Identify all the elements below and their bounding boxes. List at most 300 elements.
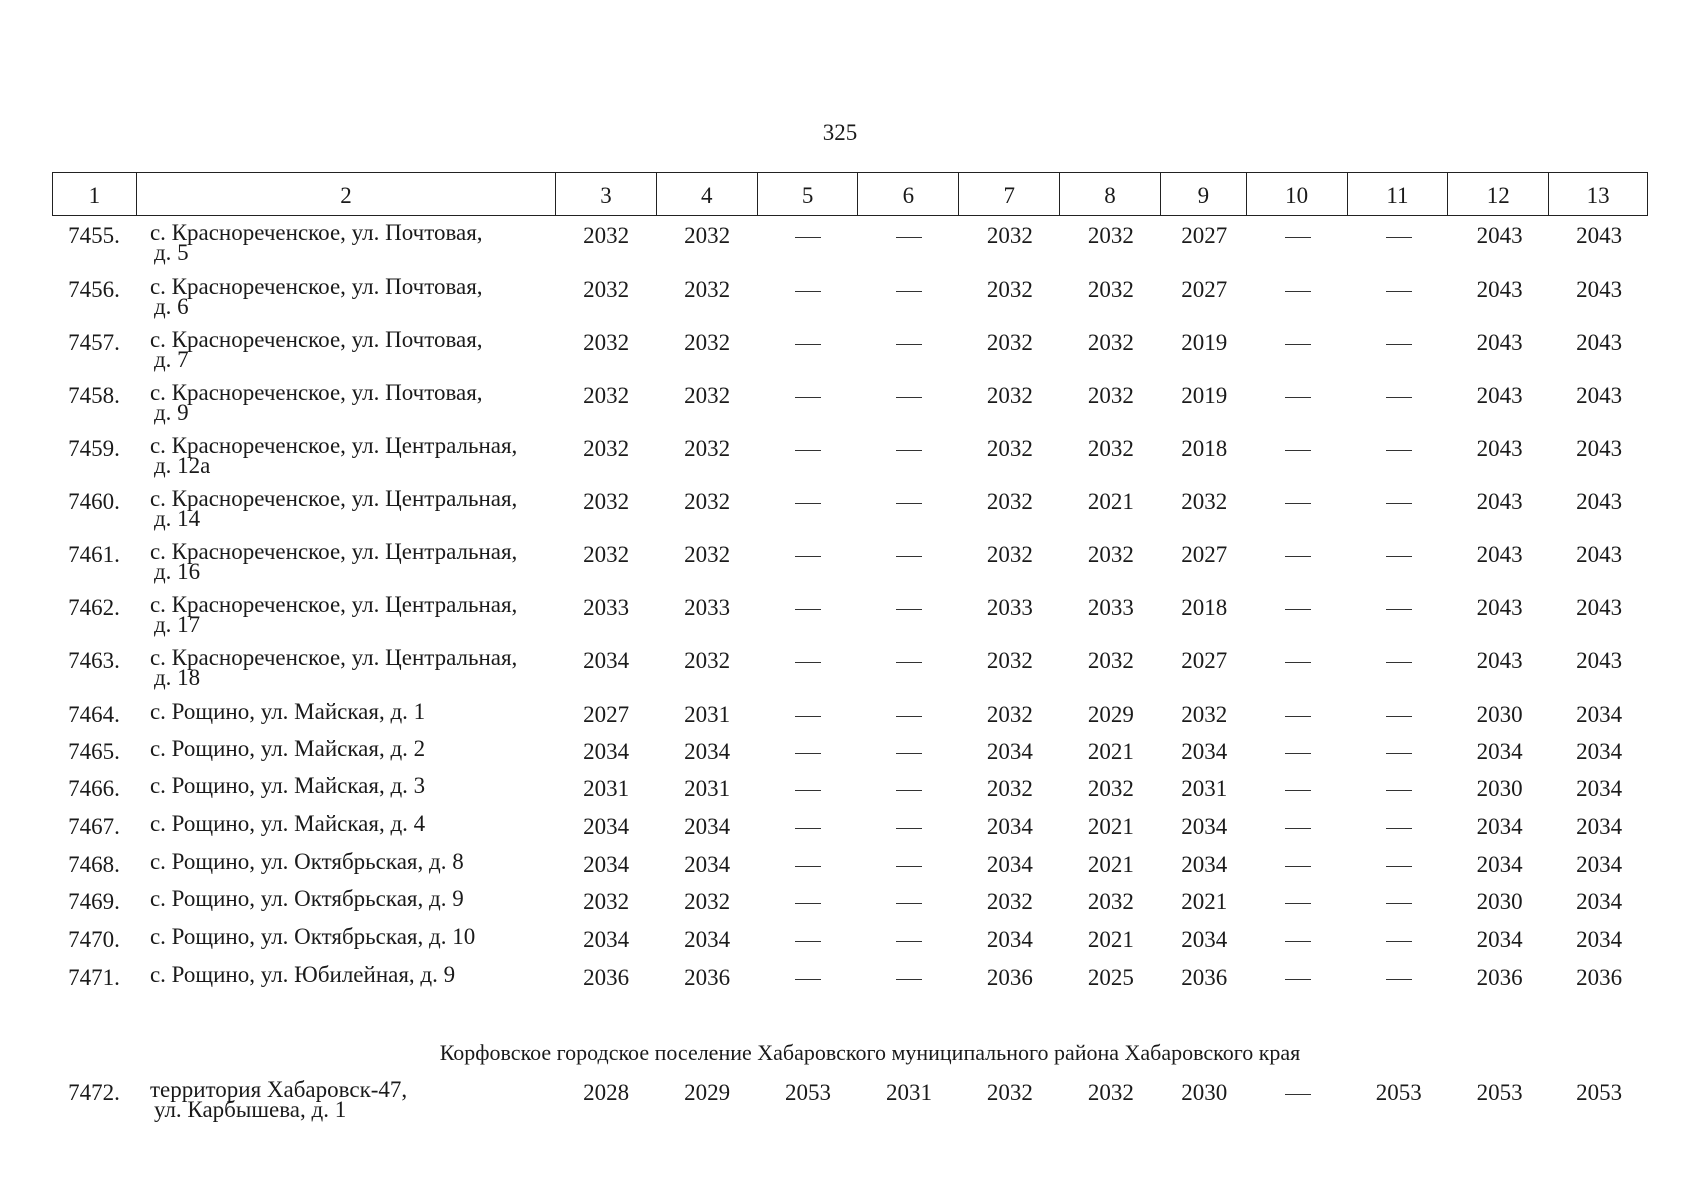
row-number: 7461.	[68, 542, 120, 567]
value-cell: 2032	[986, 542, 1033, 567]
address-line-1: с. Краснореченское, ул. Центральная,	[149, 486, 518, 511]
value-cell: 2025	[1087, 965, 1134, 990]
value-cell	[1247, 489, 1348, 529]
value-cell	[1247, 739, 1348, 765]
address-line-1: с. Рощино, ул. Майская, д. 1	[149, 699, 426, 724]
value-cell	[758, 927, 859, 953]
dash-mark	[896, 609, 922, 610]
dash-mark	[795, 903, 821, 904]
value-cell: 2032	[583, 436, 630, 461]
value-cell: 2043	[1576, 489, 1623, 514]
header-cell: 10	[1247, 173, 1348, 215]
table-row	[52, 539, 1648, 584]
dash-mark	[1285, 291, 1311, 292]
value-cell: 2031	[885, 1080, 932, 1105]
dash-mark	[1285, 503, 1311, 504]
dash-mark	[795, 866, 821, 867]
header-cell: 3	[556, 173, 657, 215]
header-cell: 6	[858, 173, 959, 215]
value-cell: 2032	[684, 277, 731, 302]
value-cell: 2032	[684, 223, 731, 248]
address-line-2: д. 5	[153, 240, 189, 265]
address-line-1: с. Рощино, ул. Юбилейная, д. 9	[149, 962, 456, 987]
dash-mark	[896, 397, 922, 398]
value-cell	[859, 852, 960, 878]
header-cell: 2	[137, 173, 556, 215]
value-cell	[1348, 595, 1449, 635]
value-cell: 2034	[1576, 776, 1623, 801]
value-cell: 2032	[1087, 436, 1134, 461]
value-cell	[859, 595, 960, 635]
value-cell	[758, 814, 859, 840]
dash-mark	[795, 503, 821, 504]
value-cell: 2034	[1181, 739, 1228, 764]
dash-mark	[896, 828, 922, 829]
value-cell: 2030	[1476, 702, 1523, 727]
header-cell: 13	[1586, 183, 1610, 208]
value-cell	[1247, 277, 1348, 317]
value-cell	[859, 702, 960, 728]
value-cell: 2043	[1576, 648, 1623, 673]
row-number: 7458.	[68, 383, 120, 408]
value-cell	[1348, 277, 1449, 317]
value-cell: 2032	[1181, 489, 1228, 514]
address-line-2: д. 6	[153, 294, 189, 319]
value-cell: 2032	[986, 489, 1033, 514]
value-cell: 2018	[1181, 595, 1228, 620]
dash-mark	[1386, 609, 1412, 610]
row-number: 7456.	[68, 277, 120, 302]
header-cell: 12	[1448, 173, 1549, 215]
value-cell	[859, 223, 960, 263]
row-number: 7457.	[68, 330, 120, 355]
address-line-1: с. Краснореченское, ул. Почтовая,	[149, 220, 483, 245]
dash-mark	[1386, 903, 1412, 904]
address-line-2: д. 16	[153, 559, 201, 584]
address-cell	[136, 380, 556, 425]
value-cell: 2053	[1576, 1080, 1623, 1105]
value-cell: 2021	[1087, 927, 1134, 952]
table-row	[52, 645, 1648, 690]
value-cell	[1348, 776, 1449, 802]
value-cell: 2033	[1087, 595, 1134, 620]
value-cell: 2034	[583, 927, 630, 952]
value-cell	[1348, 648, 1449, 688]
value-cell: 2053	[785, 1080, 832, 1105]
value-cell	[758, 648, 859, 688]
value-cell: 2032	[583, 489, 630, 514]
address-cell	[136, 773, 556, 802]
value-cell	[1348, 702, 1449, 728]
value-cell	[1348, 889, 1449, 915]
address-cell	[136, 539, 556, 584]
value-cell	[1247, 436, 1348, 476]
dash-mark	[1285, 941, 1311, 942]
value-cell: 2032	[1087, 648, 1134, 673]
value-cell: 2034	[986, 927, 1033, 952]
dash-mark	[795, 753, 821, 754]
value-cell: 2043	[1576, 542, 1623, 567]
value-cell: 2034	[583, 852, 630, 877]
value-cell: 2032	[583, 277, 630, 302]
table-row	[52, 924, 1648, 953]
address-cell	[136, 274, 556, 319]
table-row	[52, 886, 1648, 915]
dash-mark	[1386, 716, 1412, 717]
address-line-2: д. 12а	[153, 453, 211, 478]
value-cell: 2031	[1181, 776, 1228, 801]
value-cell	[758, 223, 859, 263]
value-cell: 2032	[583, 223, 630, 248]
value-cell: 2030	[1181, 1080, 1228, 1105]
value-cell	[859, 277, 960, 317]
value-cell	[1247, 965, 1348, 991]
value-cell: 2032	[1087, 223, 1134, 248]
header-cell: 9	[1161, 173, 1247, 215]
row-number: 7472.	[68, 1080, 120, 1105]
value-cell: 2032	[986, 277, 1033, 302]
address-line-1: с. Рощино, ул. Майская, д. 3	[149, 773, 426, 798]
value-cell	[758, 702, 859, 728]
value-cell	[1247, 542, 1348, 582]
dash-mark	[795, 556, 821, 557]
table-row	[52, 736, 1648, 765]
dash-mark	[1386, 397, 1412, 398]
value-cell	[758, 595, 859, 635]
dash-mark	[1285, 828, 1311, 829]
value-cell: 2027	[1181, 542, 1228, 567]
address-line-2: д. 18	[153, 665, 201, 690]
dash-mark	[1386, 291, 1412, 292]
value-cell: 2031	[583, 776, 630, 801]
value-cell	[1348, 383, 1449, 423]
value-cell: 2032	[684, 648, 731, 673]
value-cell: 2033	[583, 595, 630, 620]
value-cell: 2034	[684, 814, 731, 839]
address-cell	[136, 962, 556, 991]
value-cell	[758, 436, 859, 476]
value-cell: 2034	[1576, 814, 1623, 839]
value-cell	[1247, 776, 1348, 802]
dash-mark	[795, 716, 821, 717]
dash-mark	[795, 609, 821, 610]
table-row	[52, 327, 1648, 372]
dash-mark	[1285, 662, 1311, 663]
address-line-1: с. Краснореченское, ул. Центральная,	[149, 433, 518, 458]
value-cell	[1348, 814, 1449, 840]
table-row	[52, 699, 1648, 728]
address-line-1: с. Краснореченское, ул. Центральная,	[149, 592, 518, 617]
value-cell	[859, 889, 960, 915]
value-cell	[1247, 927, 1348, 953]
dash-mark	[1386, 866, 1412, 867]
value-cell	[1247, 223, 1348, 263]
dash-mark	[1386, 662, 1412, 663]
dash-mark	[1285, 790, 1311, 791]
value-cell: 2043	[1476, 223, 1523, 248]
value-cell	[1247, 595, 1348, 635]
row-number: 7465.	[68, 739, 120, 764]
value-cell: 2036	[684, 965, 731, 990]
dash-mark	[795, 291, 821, 292]
value-cell: 2029	[684, 1080, 731, 1105]
value-cell: 2032	[684, 383, 731, 408]
table-row	[52, 486, 1648, 531]
value-cell: 2031	[684, 776, 731, 801]
dash-mark	[1285, 609, 1311, 610]
value-cell: 2043	[1576, 383, 1623, 408]
dash-mark	[896, 556, 922, 557]
value-cell: 2032	[986, 889, 1033, 914]
dash-mark	[896, 903, 922, 904]
header-cell: 1	[53, 173, 137, 215]
dash-mark	[795, 237, 821, 238]
value-cell: 2031	[684, 702, 731, 727]
dash-mark	[1285, 716, 1311, 717]
value-cell: 2030	[1476, 889, 1523, 914]
value-cell: 2032	[684, 436, 731, 461]
dash-mark	[1386, 556, 1412, 557]
value-cell: 2030	[1476, 776, 1523, 801]
value-cell: 2034	[684, 852, 731, 877]
address-line-1: с. Рощино, ул. Майская, д. 2	[149, 736, 426, 761]
value-cell: 2032	[1087, 889, 1134, 914]
row-number: 7469.	[68, 889, 120, 914]
value-cell	[1348, 223, 1449, 263]
value-cell: 2034	[1181, 814, 1228, 839]
dash-mark	[795, 397, 821, 398]
value-cell: 2032	[1087, 776, 1134, 801]
address-line-1: с. Рощино, ул. Октябрьская, д. 8	[149, 849, 464, 874]
value-cell: 2032	[986, 1080, 1033, 1105]
dash-mark	[896, 662, 922, 663]
value-cell: 2032	[986, 223, 1033, 248]
value-cell: 2033	[986, 595, 1033, 620]
value-cell: 2021	[1181, 889, 1228, 914]
value-cell	[758, 489, 859, 529]
address-cell	[136, 1077, 556, 1122]
value-cell: 2036	[1181, 965, 1228, 990]
dash-mark	[896, 450, 922, 451]
value-cell	[758, 965, 859, 991]
dash-mark	[896, 344, 922, 345]
value-cell: 2029	[1087, 702, 1134, 727]
dash-mark	[1285, 1094, 1311, 1095]
value-cell: 2043	[1576, 436, 1623, 461]
value-cell: 2043	[1476, 595, 1523, 620]
value-cell: 2021	[1087, 489, 1134, 514]
table-row	[52, 592, 1648, 637]
value-cell	[1348, 542, 1449, 582]
dash-mark	[896, 291, 922, 292]
value-cell: 2028	[583, 1080, 630, 1105]
value-cell: 2034	[1181, 852, 1228, 877]
value-cell: 2043	[1576, 277, 1623, 302]
value-cell: 2027	[583, 702, 630, 727]
value-cell: 2032	[986, 330, 1033, 355]
value-cell	[859, 436, 960, 476]
value-cell	[758, 852, 859, 878]
row-number: 7468.	[68, 852, 120, 877]
value-cell: 2021	[1087, 852, 1134, 877]
address-cell	[136, 699, 556, 728]
address-cell	[136, 220, 556, 265]
dash-mark	[1285, 237, 1311, 238]
address-line-1: с. Краснореченское, ул. Почтовая,	[149, 274, 483, 299]
value-cell	[758, 889, 859, 915]
value-cell: 2034	[583, 648, 630, 673]
row-number: 7464.	[68, 702, 120, 727]
value-cell	[1247, 383, 1348, 423]
value-cell: 2036	[583, 965, 630, 990]
header-cell: 4	[657, 173, 758, 215]
address-line-2: д. 7	[153, 347, 189, 372]
value-cell: 2036	[1476, 965, 1523, 990]
dash-mark	[1285, 556, 1311, 557]
value-cell: 2043	[1476, 648, 1523, 673]
dash-mark	[1386, 941, 1412, 942]
value-cell: 2053	[1375, 1080, 1422, 1105]
value-cell: 2021	[1087, 814, 1134, 839]
address-line-2: д. 9	[153, 400, 189, 425]
value-cell: 2033	[684, 595, 731, 620]
dash-mark	[1285, 450, 1311, 451]
dash-mark	[795, 790, 821, 791]
value-cell: 2034	[684, 927, 731, 952]
value-cell: 2032	[684, 489, 731, 514]
table-row	[52, 220, 1648, 265]
dash-mark	[1386, 503, 1412, 504]
value-cell: 2036	[1576, 965, 1623, 990]
value-cell: 2034	[1576, 889, 1623, 914]
dash-mark	[896, 941, 922, 942]
value-cell: 2032	[684, 542, 731, 567]
value-cell	[859, 965, 960, 991]
dash-mark	[896, 790, 922, 791]
value-cell: 2032	[1087, 1080, 1134, 1105]
dash-mark	[896, 753, 922, 754]
value-cell: 2043	[1476, 489, 1523, 514]
row-number: 7460.	[68, 489, 120, 514]
value-cell: 2032	[986, 383, 1033, 408]
value-cell: 2043	[1576, 595, 1623, 620]
value-cell: 2034	[1576, 852, 1623, 877]
value-cell	[1247, 889, 1348, 915]
address-line-2: д. 17	[153, 612, 201, 637]
row-number: 7471.	[68, 965, 120, 990]
address-cell	[136, 645, 556, 690]
value-cell: 2032	[1087, 277, 1134, 302]
dash-mark	[1386, 828, 1412, 829]
value-cell: 2032	[986, 702, 1033, 727]
table-row	[52, 962, 1648, 991]
dash-mark	[1386, 979, 1412, 980]
value-cell	[1247, 814, 1348, 840]
value-cell	[1247, 330, 1348, 370]
dash-mark	[896, 979, 922, 980]
header-cell: 5	[758, 173, 859, 215]
value-cell	[1247, 702, 1348, 728]
address-cell	[136, 924, 556, 953]
table-row	[52, 380, 1648, 425]
value-cell: 2027	[1181, 648, 1228, 673]
value-cell: 2027	[1181, 223, 1228, 248]
value-cell: 2043	[1476, 330, 1523, 355]
value-cell	[859, 330, 960, 370]
table-header	[52, 172, 1648, 216]
value-cell: 2032	[583, 889, 630, 914]
value-cell: 2034	[986, 814, 1033, 839]
dash-mark	[896, 716, 922, 717]
value-cell: 2027	[1181, 277, 1228, 302]
value-cell: 2032	[986, 776, 1033, 801]
address-cell	[136, 433, 556, 478]
address-line-1: с. Рощино, ул. Октябрьская, д. 10	[149, 924, 476, 949]
dash-mark	[1285, 903, 1311, 904]
value-cell	[758, 383, 859, 423]
value-cell: 2034	[1476, 739, 1523, 764]
value-cell: 2034	[583, 739, 630, 764]
dash-mark	[1386, 450, 1412, 451]
value-cell	[859, 648, 960, 688]
value-cell: 2032	[1087, 383, 1134, 408]
value-cell	[1348, 330, 1449, 370]
dash-mark	[1386, 753, 1412, 754]
dash-mark	[795, 450, 821, 451]
table-row	[52, 1077, 1648, 1122]
row-number: 7470.	[68, 927, 120, 952]
value-cell	[1348, 436, 1449, 476]
table-row	[52, 849, 1648, 878]
row-number: 7466.	[68, 776, 120, 801]
dash-mark	[1285, 866, 1311, 867]
row-number: 7462.	[68, 595, 120, 620]
value-cell: 2032	[684, 330, 731, 355]
value-cell: 2032	[986, 648, 1033, 673]
dash-mark	[1386, 237, 1412, 238]
dash-mark	[1386, 344, 1412, 345]
value-cell	[1247, 1080, 1348, 1120]
value-cell: 2043	[1476, 383, 1523, 408]
address-line-2: д. 14	[153, 506, 201, 531]
value-cell	[859, 739, 960, 765]
value-cell: 2034	[1476, 927, 1523, 952]
header-cell: 7	[959, 173, 1060, 215]
value-cell	[859, 542, 960, 582]
value-cell	[1348, 965, 1449, 991]
dash-mark	[896, 866, 922, 867]
table-row	[52, 433, 1648, 478]
address-cell	[136, 811, 556, 840]
address-line-1: с. Рощино, ул. Майская, д. 4	[149, 811, 426, 836]
value-cell: 2018	[1181, 436, 1228, 461]
value-cell	[1247, 852, 1348, 878]
value-cell: 2034	[1576, 739, 1623, 764]
row-number: 7467.	[68, 814, 120, 839]
value-cell: 2032	[986, 436, 1033, 461]
value-cell: 2034	[684, 739, 731, 764]
section-title: Корфовское городское поселение Хабаровского муниципального района Хабаровского края	[439, 1040, 1301, 1065]
value-cell: 2032	[1087, 542, 1134, 567]
dash-mark	[795, 828, 821, 829]
row-number: 7459.	[68, 436, 120, 461]
dash-mark	[795, 979, 821, 980]
value-cell	[859, 489, 960, 529]
value-cell	[859, 776, 960, 802]
value-cell	[1247, 648, 1348, 688]
value-cell: 2043	[1476, 436, 1523, 461]
dash-mark	[1285, 979, 1311, 980]
